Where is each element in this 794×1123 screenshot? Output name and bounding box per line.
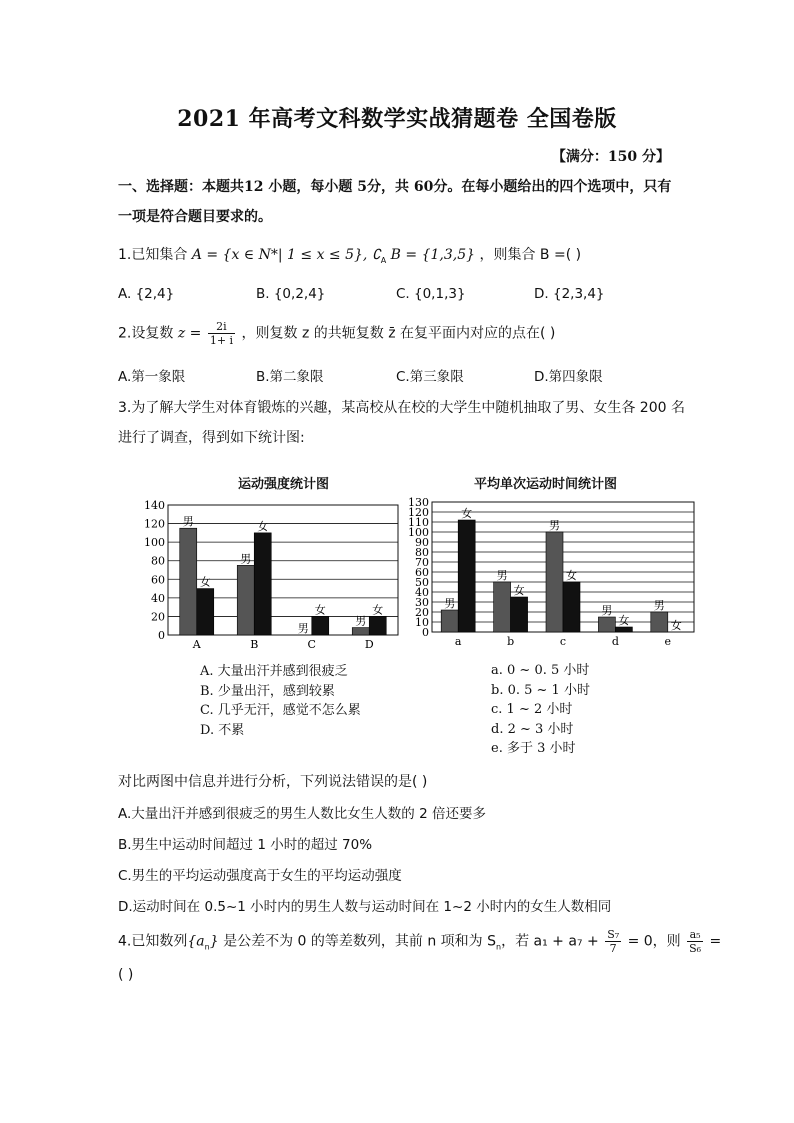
chart1-bar-label: 女	[199, 575, 211, 589]
chart1-title: 运动强度统计图	[238, 477, 330, 492]
chart1-bar-label: 女	[257, 519, 269, 533]
q1-suffix: ，则集合 B =( )	[479, 247, 582, 263]
chart2-bar	[441, 610, 458, 632]
chart1-bar	[312, 616, 329, 635]
chart2-bar	[563, 582, 580, 632]
chart1-bar-label: 男	[182, 515, 194, 529]
chart2-ytick-label: 80	[415, 546, 429, 559]
chart2-xtick-label: c	[559, 635, 567, 648]
q4-seq-end: }	[209, 933, 219, 950]
chart2-ytick-label: 90	[415, 536, 429, 549]
chart1-bar	[352, 628, 369, 635]
chart2-xtick-label: d	[611, 635, 619, 648]
chart2-ytick-label: 60	[415, 566, 429, 579]
chart2-bar	[511, 597, 528, 632]
chart2-xtick-label: a	[454, 635, 462, 648]
exam-title: 2021 年高考文科数学实战猜题卷 全国卷版	[177, 106, 617, 132]
q2-option-a: A.第一象限	[118, 369, 186, 385]
q3-stem-line1: 3.为了解大学生对体育锻炼的兴趣，某高校从在校的大学生中随机抽取了男、女生各 200 名	[118, 400, 685, 416]
chart2-legend-c: c. 1 ~ 2 小时	[491, 702, 573, 717]
chart1-bar-label: 男	[355, 614, 367, 628]
q2-suffix: ，则复数 z 的共轭复数 z̄ 在复平面内对应的点在( )	[241, 325, 556, 342]
chart2-ytick-label: 30	[415, 596, 429, 609]
chart2-bar	[651, 612, 668, 632]
exercise-intensity-chart	[140, 495, 400, 655]
q1-complement-sub: A	[380, 255, 387, 265]
chart2-ytick-label: 130	[408, 496, 429, 509]
chart2-ytick-label: 70	[415, 556, 429, 569]
chart1-ytick-label: 60	[151, 573, 165, 587]
chart1-xtick-label: A	[192, 638, 201, 651]
chart2-ytick-label: 40	[415, 586, 429, 599]
chart1-bar	[254, 533, 271, 635]
chart1-ytick-label: 40	[151, 591, 165, 605]
chart2-ytick-label: 100	[408, 526, 429, 539]
q3-stem-line2: 进行了调查，得到如下统计图:	[118, 430, 305, 446]
chart2-ytick-label: 10	[415, 616, 429, 629]
chart1-bar	[237, 565, 254, 635]
chart1-bar	[197, 589, 214, 635]
q4-fraction-s7	[605, 928, 621, 955]
chart2-bar	[598, 617, 615, 632]
chart2-bar	[494, 582, 511, 632]
chart1-legend-d: D. 不累	[200, 722, 245, 738]
q3-option-c: C.男生的平均运动强度高于女生的平均运动强度	[118, 868, 402, 884]
q1-option-c: C. {0,1,3}	[396, 286, 466, 302]
chart2-bar	[615, 627, 632, 632]
chart2-bar	[546, 532, 563, 632]
q4-frac1-num: S₇	[607, 928, 620, 941]
chart2-ytick-label: 0	[422, 626, 429, 639]
chart2-legend-b: b. 0. 5 ~ 1 小时	[491, 682, 590, 698]
chart1-ytick-label: 100	[144, 536, 165, 550]
chart1-bar-label: 女	[314, 603, 326, 617]
q4-eq: =	[709, 933, 722, 950]
chart1-ytick-label: 20	[151, 610, 165, 624]
exercise-duration-chart	[402, 492, 702, 652]
chart2-bar-label: 男	[444, 597, 456, 610]
q4-mid: 是公差不为 0 的等差数列，其前 n 项和为 S	[218, 933, 496, 950]
chart1-xtick-label: D	[364, 638, 374, 651]
q2-prefix: 2.设复数	[118, 325, 174, 342]
chart1-ytick-label: 80	[151, 554, 165, 568]
q4-cond2: = 0，则	[627, 933, 681, 950]
chart1-legend	[200, 662, 361, 740]
q1-option-a: A. {2,4}	[118, 286, 175, 302]
chart2-bar-label: 女	[566, 569, 577, 582]
full-score-label: 【满分：150 分】	[551, 149, 670, 165]
chart2-legend-d: d. 2 ~ 3 小时	[491, 721, 574, 737]
section-heading-line2: 一项是符合题目要求的。	[118, 209, 272, 225]
q2-option-c: C.第三象限	[396, 369, 464, 385]
q4-prefix: 4.已知数列	[118, 933, 188, 950]
q2-option-b: B.第二象限	[256, 369, 324, 385]
q1-option-b: B. {0,2,4}	[256, 286, 326, 302]
chart2-bar-label: 女	[461, 507, 473, 520]
chart1-legend-a: A. 大量出汗并感到很疲乏	[200, 664, 348, 679]
chart2-ytick-label: 50	[415, 576, 429, 589]
chart2-bar-label: 女	[513, 584, 525, 597]
chart2-xtick-label: e	[664, 635, 672, 648]
question-1	[118, 244, 581, 265]
chart1-legend-b: B. 少量出汗，感到较累	[200, 683, 335, 699]
q2-fraction	[208, 320, 235, 347]
chart1-bar-label: 男	[240, 552, 252, 566]
q2-option-d: D.第四象限	[534, 369, 603, 385]
chart2-bar-label: 男	[496, 569, 508, 582]
q4-sn-sub: n	[496, 942, 502, 952]
question-2	[118, 320, 555, 347]
chart1-xtick-label: C	[307, 638, 316, 651]
chart2-bar-label: 男	[549, 519, 560, 532]
q4-seq-sub: n	[204, 942, 210, 952]
q4-frac2-den: S₆	[689, 942, 702, 955]
chart2-bar-label: 男	[653, 599, 665, 612]
chart1-bar-label: 女	[372, 603, 384, 617]
chart2-legend	[491, 661, 590, 759]
chart2-ytick-label: 120	[408, 506, 429, 519]
q2-z: z =	[177, 325, 202, 342]
chart2-title: 平均单次运动时间统计图	[474, 477, 618, 492]
chart1-ytick-label: 120	[144, 517, 165, 531]
chart2-legend-e: e. 多于 3 小时	[491, 741, 576, 756]
q4-answer-paren: ( )	[118, 967, 134, 983]
chart1-xtick-label: B	[250, 638, 259, 651]
chart1-legend-c: C. 几乎无汗，感觉不怎么累	[200, 703, 361, 718]
q4-seq: {a	[187, 933, 205, 950]
q4-frac2-num: a₅	[687, 928, 703, 942]
chart2-legend-a: a. 0 ~ 0. 5 小时	[491, 663, 590, 678]
q2-frac-num: 2i	[208, 320, 235, 334]
section-heading-line1: 一、选择题：本题共12 小题，每小题 5分，共 60分。在每小题给出的四个选项中，只有	[118, 179, 672, 195]
chart2-bar	[458, 520, 475, 632]
q1-option-d: D. {2,3,4}	[534, 286, 605, 302]
chart1-bar	[369, 616, 386, 635]
q1-set-a: A = {x ∈ N*| 1 ≤ x ≤ 5}, ∁	[191, 247, 381, 263]
q2-frac-den: 1+ i	[209, 334, 234, 347]
chart2-bar-label: 女	[618, 614, 630, 627]
chart1-ytick-label: 140	[144, 499, 165, 512]
chart2-bar-label: 女	[670, 619, 682, 632]
q1-prefix: 1.已知集合	[118, 247, 188, 263]
q4-fraction-result	[687, 928, 703, 955]
chart2-bar-label: 男	[601, 604, 613, 617]
q3-option-d: D.运动时间在 0.5~1 小时内的男生人数与运动时间在 1~2 小时内的女生人数相同	[118, 899, 612, 915]
q1-set-b: B = {1,3,5}	[390, 247, 476, 263]
chart2-ytick-label: 20	[415, 606, 429, 619]
chart2-ytick-label: 110	[408, 516, 429, 529]
chart2-xtick-label: b	[507, 635, 515, 648]
q3-question: 对比两图中信息并进行分析，下列说法错误的是( )	[118, 774, 428, 790]
chart1-bar	[180, 528, 197, 635]
chart1-ytick-label: 0	[158, 629, 165, 642]
q3-option-b: B.男生中运动时间超过 1 小时的超过 70%	[118, 837, 373, 853]
chart1-bar-label: 男	[297, 622, 309, 635]
question-4	[118, 928, 721, 955]
q4-frac1-den: 7	[609, 942, 617, 955]
q4-cond: ，若 a₁ + a₇ +	[501, 933, 599, 950]
q3-option-a: A.大量出汗并感到很疲乏的男生人数比女生人数的 2 倍还要多	[118, 806, 486, 822]
